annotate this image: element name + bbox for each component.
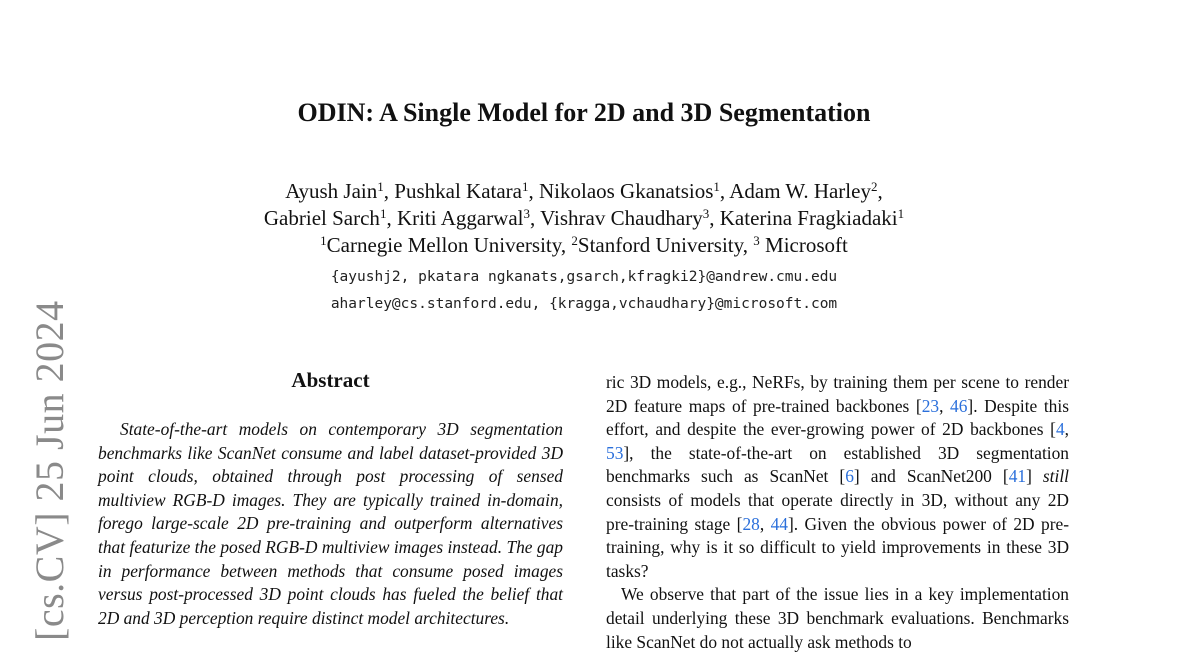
citation-link[interactable]: 6 [845,466,854,487]
text-span: , [1064,419,1069,440]
email-line-2: aharley@cs.stanford.edu, {kragga,vchaudhary}@microsoft.com [330,296,838,312]
text-span: ]. Given the obvious power of 2D pre-training, why is it so difficult to yield improvements in these 3D tasks? [606,513,1070,581]
author-separator: , [530,206,541,230]
affiliation-number: 1 [320,233,327,248]
citation-link[interactable]: 41 [1008,466,1027,487]
author-name: Vishrav Chaudhary [540,206,703,230]
citation-link[interactable]: 53 [606,442,624,463]
text-span: ] and ScanNet200 [ [853,466,1009,487]
right-column [606,371,1069,654]
text-span: , [939,395,951,416]
abstract-heading: Abstract [291,368,370,392]
author-affiliation-mark: 1 [377,179,384,194]
citation-link[interactable]: 44 [770,513,788,534]
text-span: ], the state-of-the-art on established 3D segmentation benchmarks such as ScanNet [ [606,442,1069,487]
citation-link[interactable]: 28 [742,513,760,534]
author-separator: , [877,179,883,203]
author-affiliation-mark: 3 [523,206,530,221]
author-affiliation-mark: 1 [379,206,387,221]
author-name: Nikolaos Gkanatsios [538,179,714,203]
author-block [0,178,1168,259]
author-separator: , [386,206,397,230]
author-name: Adam W. Harley [729,179,871,203]
affiliation-name: Carnegie Mellon University [326,233,561,257]
text-span: ] [1026,466,1043,487]
citation-link[interactable]: 46 [950,395,968,416]
affiliation-number: 2 [571,233,578,248]
author-affiliation-mark: 2 [870,179,878,194]
text-span: ]. Despite this effort, and despite the ever-growing power of 2D backbones [ [606,395,1069,440]
emphasis-text: still [1042,466,1070,487]
author-affiliation-mark: 1 [713,179,720,194]
author-separator: , [709,206,720,230]
affiliation-separator: , [560,233,572,257]
email-line-1: {ayushj2, pkatara ngkanats,gsarch,kfragki2}@andrew.cmu.edu [330,269,838,285]
paper-title: ODIN: A Single Model for 2D and 3D Segmentation [297,98,871,127]
citation-link[interactable]: 4 [1055,419,1065,440]
arxiv-stamp [25,300,75,648]
author-name: Katerina Fragkiadaki [719,206,898,230]
affiliation-number: 3 [753,233,760,248]
author-separator: , [528,179,539,203]
affiliation-line [0,232,1168,259]
body-paragraph-2: We observe that part of the issue lies in a key implementation detail underlying these 3D benchmark evaluations. Benchmarks like ScanNet do not actually ask methods to [606,584,1069,652]
text-span: consists of models that operate directly in 3D, without any 2D pre-training stage [ [606,489,1069,534]
author-affiliation-mark: 1 [521,179,529,194]
author-separator: , [719,179,730,203]
author-line-1 [0,178,1168,205]
email-block [0,264,1168,318]
text-span: ric 3D models, e.g., NeRFs, by training them per scene to render 2D feature maps of pre-trained backbones [ [606,372,1069,416]
text-span: , [759,513,771,534]
author-name: Gabriel Sarch [263,206,380,230]
author-line-2 [0,205,1168,232]
author-affiliation-mark: 3 [702,206,710,221]
body-paragraph-1 [606,371,1069,583]
affiliation-separator: , [742,233,754,257]
citation-link[interactable]: 23 [921,395,940,416]
arxiv-stamp-text: [cs.CV] 25 Jun 2024 [27,300,72,641]
author-name: Pushkal Katara [394,179,522,203]
abstract-text: State-of-the-art models on contemporary 3D segmentation benchmarks like ScanNet consume and label dataset-provided 3D point clouds, obtained through post processing of sensed multiview RGB-D images. They are typically trained in-domain, forego large-scale 2D pre-training and outperform alternatives that featurize the posed RGB-D multiview images instead. The gap in performance between methods that consume posed images versus post-processed 3D point clouds has fueled the belief that 2D and 3D perception require distinct model architectures. [98,419,563,628]
author-name: Ayush Jain [285,179,378,203]
author-separator: , [383,179,395,203]
affiliation-name: Stanford University [577,233,743,257]
author-name: Kriti Aggarwal [396,206,524,230]
affiliation-name: Microsoft [759,233,848,257]
author-affiliation-mark: 1 [897,206,905,221]
